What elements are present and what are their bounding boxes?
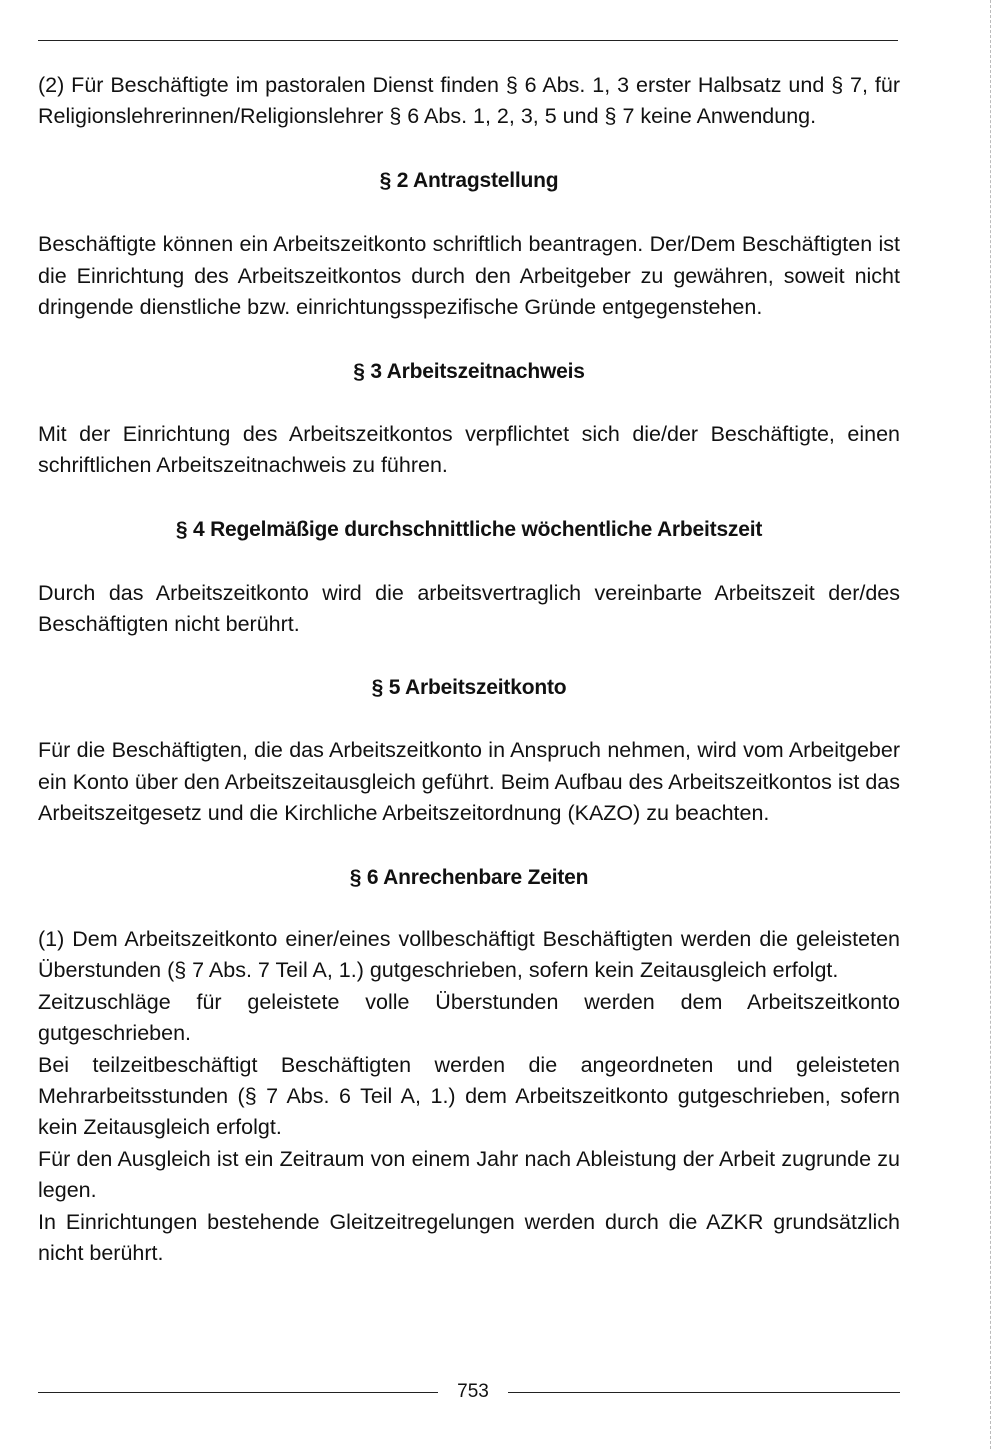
paragraph-1-2: (2) Für Beschäftigte im pastoralen Dienst finden § 6 Abs. 1, 3 erster Halbsatz und § 7, für Religionslehrerinnen/Religionslehrer § 6 Abs. 1, 2, 3, 5 und § 7 keine Anwendung. bbox=[38, 73, 900, 129]
section-6-paragraph-1: (1) Dem Arbeitszeitkonto einer/eines vollbeschäftigt Beschäftigten werden die geleisteten Überstunden (§ 7 Abs. 7 Teil A, 1.) gutgeschrieben, sofern kein Zeitausgleich erfolgt. bbox=[38, 926, 900, 983]
top-rule bbox=[38, 40, 898, 41]
section-6-paragraph-4: Für den Ausgleich ist ein Zeitraum von einem Jahr nach Ableistung der Arbeit zugrunde zu legen. bbox=[38, 1146, 900, 1203]
section-5-paragraph: Für die Beschäftigten, die das Arbeitszeitkonto in Anspruch nehmen, wird vom Arbeitgeber ein Konto über den Arbeitszeitausgleich geführt. Beim Aufbau des Arbeitszeitkontos ist das Arbeitszeitgesetz und die Kirchliche Arbeitszeitordnung (KAZO) zu beachten. bbox=[38, 738, 900, 826]
section-6-heading: § 6 Anrechenbare Zeiten bbox=[349, 865, 589, 889]
section-3-paragraph: Mit der Einrichtung des Arbeitszeitkontos verpflichtet sich die/der Beschäftigte, einen schriftlichen Arbeitszeitnachweis zu führen. bbox=[38, 421, 900, 478]
section-6-paragraph-2: Zeitzuschläge für geleistete volle Überstunden werden dem Arbeitszeitkonto gutgeschrieben. bbox=[38, 989, 900, 1046]
footer-rule-left bbox=[38, 1392, 438, 1393]
section-5-heading: § 5 Arbeitszeitkonto bbox=[371, 675, 567, 699]
section-2-heading: § 2 Antragstellung bbox=[379, 168, 559, 192]
section-6-paragraph-3: Bei teilzeitbeschäftigt Beschäftigten werden die angeordneten und geleisteten Mehrarbeitsstunden (§ 7 Abs. 6 Teil A, 1.) dem Arbeitszeitkonto gutgeschrieben, sofern kein Zeitausgleich erfolgt. bbox=[38, 1052, 900, 1140]
document-body bbox=[38, 70, 900, 1269]
page-number: 753 bbox=[457, 1381, 489, 1402]
section-3-heading: § 3 Arbeitszeitnachweis bbox=[353, 360, 585, 384]
section-4-heading: § 4 Regelmäßige durchschnittliche wöchentliche Arbeitszeit bbox=[175, 517, 763, 541]
page-footer bbox=[38, 1378, 900, 1408]
footer-rule-right bbox=[508, 1392, 900, 1393]
scan-edge bbox=[990, 0, 991, 1449]
section-4-paragraph: Durch das Arbeitszeitkonto wird die arbeitsvertraglich vereinbarte Arbeitszeit der/des Beschäftigten nicht berührt. bbox=[38, 581, 900, 637]
section-2-paragraph: Beschäftigte können ein Arbeitszeitkonto schriftlich beantragen. Der/Dem Beschäftigten ist die Einrichtung des Arbeitszeitkontos durch den Arbeitgeber zu gewähren, soweit nicht dringende dienstliche bzw. einrichtungsspezifische Gründe entgegenstehen. bbox=[38, 232, 900, 320]
section-6-paragraph-5: In Einrichtungen bestehende Gleitzeitregelungen werden durch die AZKR grundsätzlich nicht berührt. bbox=[38, 1209, 900, 1265]
